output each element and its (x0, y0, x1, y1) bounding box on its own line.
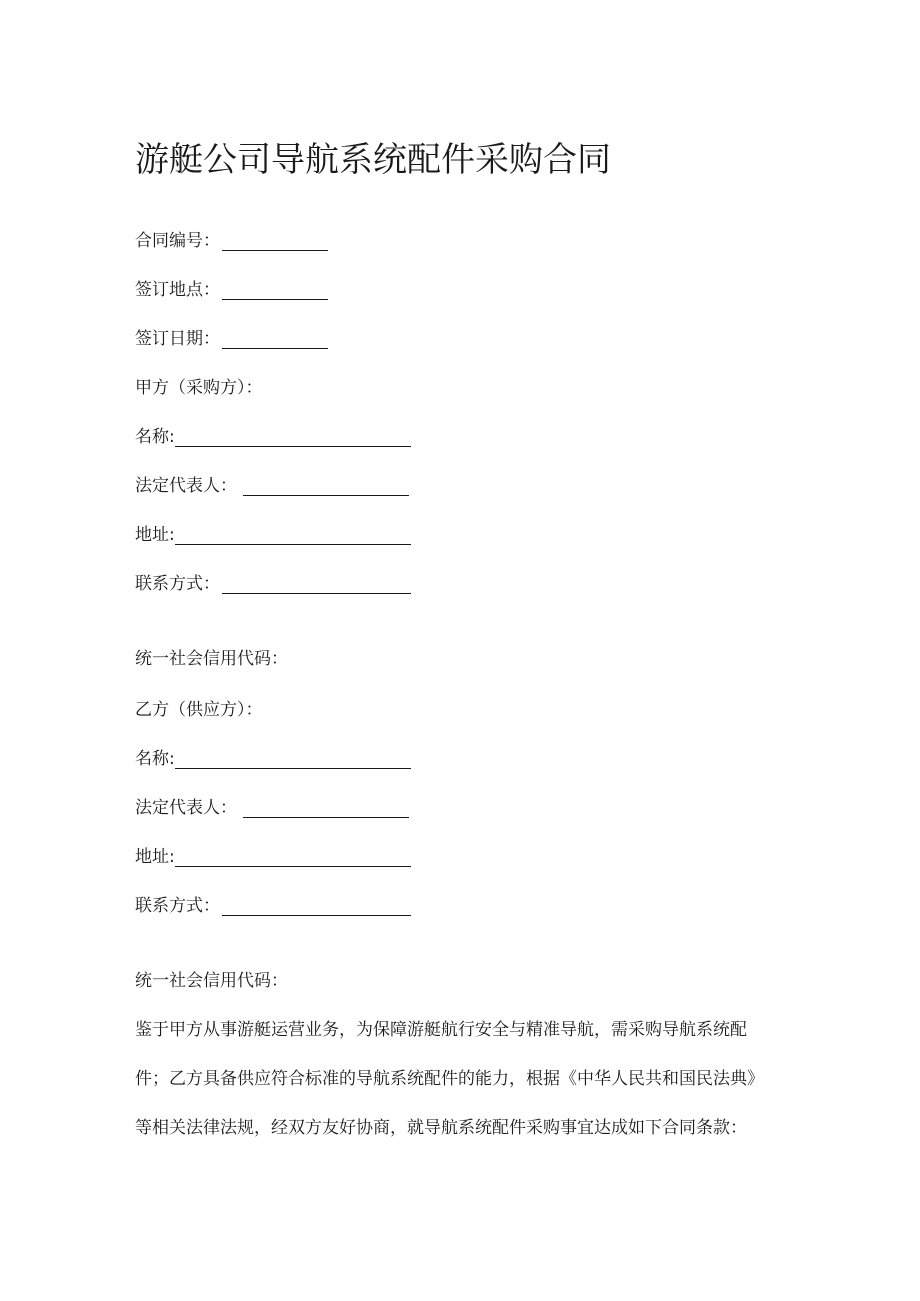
party-b-address-field (135, 844, 411, 870)
party-b-heading (135, 697, 263, 723)
party-a-heading-text: 甲方（采购方）： (135, 378, 263, 398)
party-a-credit-code-label: 统一社会信用代码： (135, 649, 288, 669)
party-b-legal-rep-field (135, 795, 409, 821)
party-b-name-label: 名称: (135, 749, 175, 769)
sign-place-blank[interactable] (222, 279, 328, 300)
sign-place-label: 签订地点： (135, 280, 220, 300)
party-b-legal-rep-blank[interactable] (243, 797, 409, 818)
sign-date-blank[interactable] (222, 328, 328, 349)
party-a-legal-rep-label: 法定代表人： (135, 476, 237, 496)
preamble-line-3: 等相关法律法规，经双方友好协商，就导航系统配件采购事宜达成如下合同条款： (135, 1118, 747, 1138)
party-a-credit-code-field (135, 646, 288, 672)
document-title: 游艇公司导航系统配件采购合同 (135, 140, 611, 180)
party-b-address-label: 地址: (135, 847, 175, 867)
sign-place-field (135, 277, 328, 303)
party-a-name-blank[interactable] (175, 426, 411, 447)
party-b-name-blank[interactable] (175, 748, 411, 769)
party-a-address-field (135, 522, 411, 548)
party-b-contact-label: 联系方式： (135, 896, 220, 916)
party-b-legal-rep-label: 法定代表人： (135, 798, 237, 818)
party-a-contact-blank[interactable] (222, 573, 411, 594)
preamble-line-2: 件；乙方具备供应符合标准的导航系统配件的能力，根据《中华人民共和国民法典》 (135, 1069, 764, 1089)
preamble-line-1: 鉴于甲方从事游艇运营业务，为保障游艇航行安全与精准导航，需采购导航系统配 (135, 1020, 747, 1040)
sign-date-label: 签订日期： (135, 329, 220, 349)
party-a-legal-rep-field (135, 473, 409, 499)
contract-number-blank[interactable] (222, 230, 328, 251)
sign-date-field (135, 326, 328, 352)
contract-number-field (135, 228, 328, 254)
party-b-address-blank[interactable] (175, 846, 411, 867)
party-a-contact-field (135, 571, 411, 597)
party-b-heading-text: 乙方（供应方）： (135, 700, 263, 720)
party-b-name-field (135, 746, 411, 772)
party-b-contact-field (135, 893, 411, 919)
party-a-contact-label: 联系方式： (135, 574, 220, 594)
party-a-heading (135, 375, 263, 401)
party-b-contact-blank[interactable] (222, 895, 411, 916)
contract-number-label: 合同编号： (135, 231, 220, 251)
party-b-credit-code-label: 统一社会信用代码： (135, 971, 288, 991)
party-a-name-label: 名称: (135, 427, 175, 447)
party-a-address-blank[interactable] (175, 524, 411, 545)
party-a-legal-rep-blank[interactable] (243, 475, 409, 496)
party-a-address-label: 地址: (135, 525, 175, 545)
party-a-name-field (135, 424, 411, 450)
party-b-credit-code-field (135, 968, 288, 994)
